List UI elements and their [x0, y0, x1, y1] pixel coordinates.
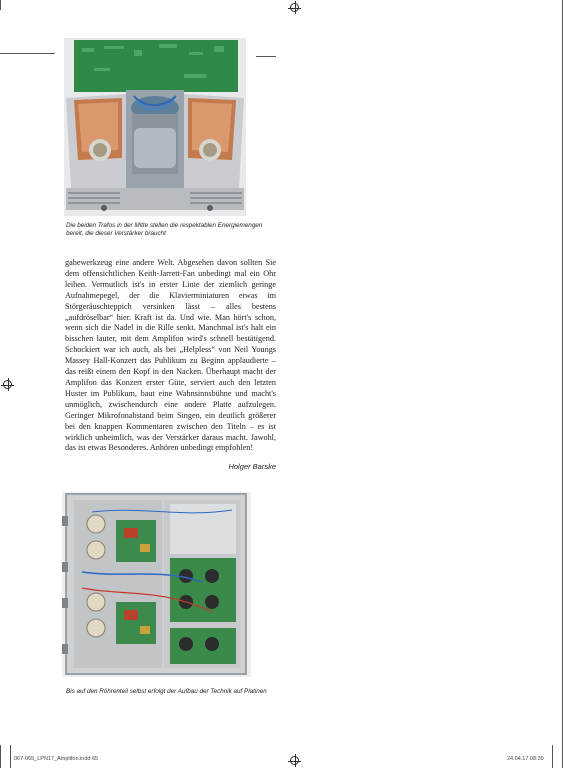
photo-caption-bottom: Bis auf den Röhrenteil selbst erfolgt der Aufbau der Technik auf Platinen [66, 688, 267, 695]
photo-caption-top: Die beiden Trafos in der Mitte stellen die respektablen Energiemengen bereit, die dieser Verstärker braucht [66, 222, 263, 237]
crop-mark [0, 0, 1, 10]
registration-mark-icon [290, 756, 299, 765]
registration-mark-icon [3, 380, 12, 389]
crop-mark [256, 56, 276, 57]
article-body [65, 258, 276, 454]
registration-mark-icon [290, 3, 299, 12]
crop-mark [0, 53, 55, 54]
article-author: Holger Barske [228, 462, 276, 471]
crop-mark [552, 745, 553, 768]
crop-mark [10, 745, 11, 768]
amplifier-internals-photo [62, 492, 251, 677]
amplifier-transformer-photo [64, 38, 246, 216]
crop-mark [0, 745, 1, 768]
print-slug-date: 24.04.17 08:39 [507, 756, 544, 762]
article-paragraph: gabewerkzeug eine andere Welt. Abgesehen davon sollten Sie dem offensichtlichen Keith-Jarrett-Fan unbedingt mal ein Ohr leihen. Vermutlich ist's in erster Linie der ziemlich geringe Aufnahmepegel, der die Klavierminiaturen etwas im Störgeräuschteppich versinken lässt – alles bestens „aufdröselbar“ hier. Kraft ist da. Und wie. Man hört's schon, wenn sich die Nadel in die Rille senkt. Manchmal ist's halt ein bisschen lauter, mit dem Amplifon wird's schnell bestätigend. Schockiert war ich auch, als bei „Helpless“ von Neil Youngs Massey Hall-Konzert das Publikum zu Beginn applaudierte – das reißt einem den Kopf in den Nacken. Überhaupt macht der Amplifon das Konzert erster Güte, serviert auch den letzten Huster im Publikum, baut eine Wahnsinnsbühne und macht's unmöglich, zwischendurch eine andere Platte aufzulegen. Geringer Mikrofonabstand beim Singen, ein deutlich größerer bei den knappen Kommentaren zwischen den Titeln – es ist wirklich unheimlich, was der Verstärker daraus macht. Jawohl, das ist etwas Besonderes. Anhören unbedingt empfohlen! [65, 258, 276, 453]
print-slug-file: 067-065_LPN17_Amplifon.indd 65 [14, 756, 99, 762]
